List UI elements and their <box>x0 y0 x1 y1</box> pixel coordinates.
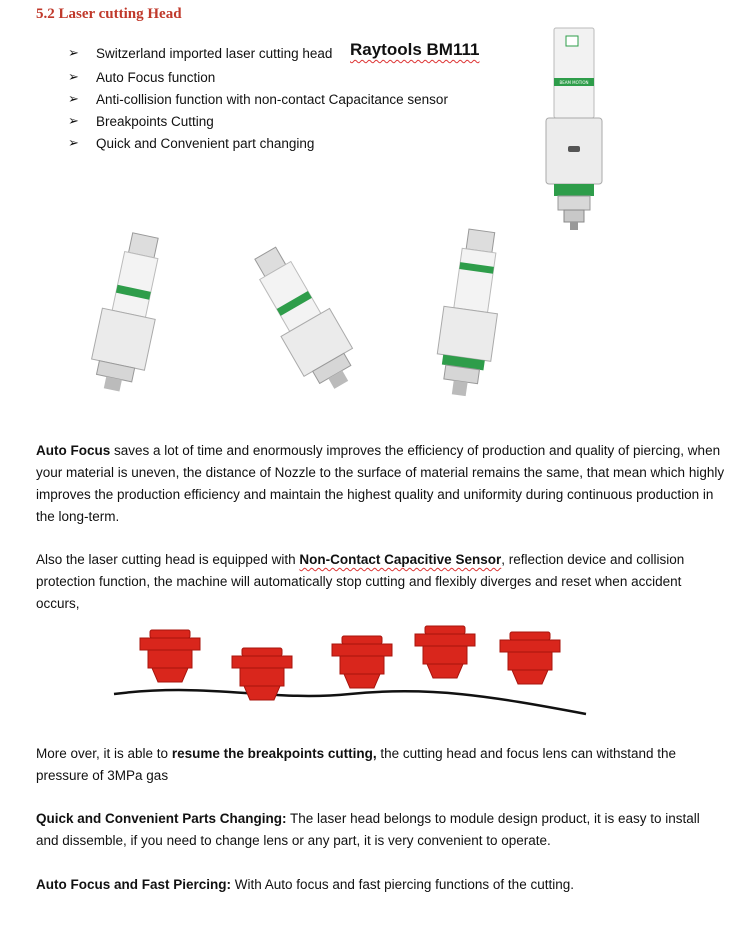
laser-head-image-tilted <box>245 238 365 398</box>
list-item-text: Quick and Convenient part changing <box>96 135 315 151</box>
arrow-bullet-icon: ➢ <box>68 113 79 128</box>
list-item-text: Auto Focus function <box>96 69 216 85</box>
paragraph-text: , reflection device and collision protection function, the machine will automatically stop cutting and flexibly diverges and reset when accident occurs, <box>36 552 685 611</box>
laser-head-image-right <box>425 226 515 404</box>
paragraph-breakpoints <box>36 743 726 787</box>
paragraph-bold: Auto Focus <box>36 443 111 458</box>
laser-head-image-front <box>540 22 608 232</box>
paragraph-bold: Quick and Convenient Parts Changing: <box>36 811 287 826</box>
list-item <box>68 132 448 154</box>
paragraph-text: the cutting head and focus lens can withstand the pressure of 3MPa gas <box>36 746 677 783</box>
sensor-surface-illustration <box>110 622 590 718</box>
paragraph-text: saves a lot of time and enormously improves the efficiency of production and quality of piercing, when your material is uneven, the distance of Nozzle to the surface of material remains the same, that mean which highly improves the production efficiency and maintain the highest quality and uniformity during continuous production in the long-term. <box>36 443 725 524</box>
paragraph-bold: Non-Contact Capacitive Sensor <box>299 552 502 567</box>
arrow-bullet-icon: ➢ <box>68 45 79 60</box>
arrow-bullet-icon: ➢ <box>68 91 79 106</box>
paragraph-auto-focus <box>36 440 726 528</box>
list-item-text: Breakpoints Cutting <box>96 113 214 129</box>
paragraph-bold: Auto Focus and Fast Piercing: <box>36 877 232 892</box>
paragraph-text: Also the laser cutting head is equipped with <box>36 552 300 567</box>
list-item <box>68 66 448 88</box>
paragraph-sensor <box>36 549 726 615</box>
paragraph-text: More over, it is able to <box>36 746 172 761</box>
list-item <box>68 110 448 132</box>
paragraph-text: The laser head belongs to module design product, it is easy to install and dissemble, if you need to change lens or any part, it is very convenient to operate. <box>36 811 700 848</box>
list-item <box>68 88 448 110</box>
paragraph-parts-changing <box>36 808 726 852</box>
paragraph-fast-piercing <box>36 874 726 896</box>
paragraph-text: With Auto focus and fast piercing functions of the cutting. <box>231 877 574 892</box>
list-item-text: Anti-collision function with non-contact Capacitance sensor <box>96 91 448 107</box>
brand-label: BEAM MOTION <box>559 80 589 85</box>
paragraph-bold: resume the breakpoints cutting, <box>171 746 377 761</box>
list-item-text: Switzerland imported laser cutting head <box>96 45 333 61</box>
brand-name: Raytools BM111 <box>350 40 480 59</box>
arrow-bullet-icon: ➢ <box>68 69 79 84</box>
laser-head-image-left <box>80 228 180 398</box>
section-heading: 5.2 Laser cutting Head <box>36 6 182 22</box>
arrow-bullet-icon: ➢ <box>68 135 79 150</box>
